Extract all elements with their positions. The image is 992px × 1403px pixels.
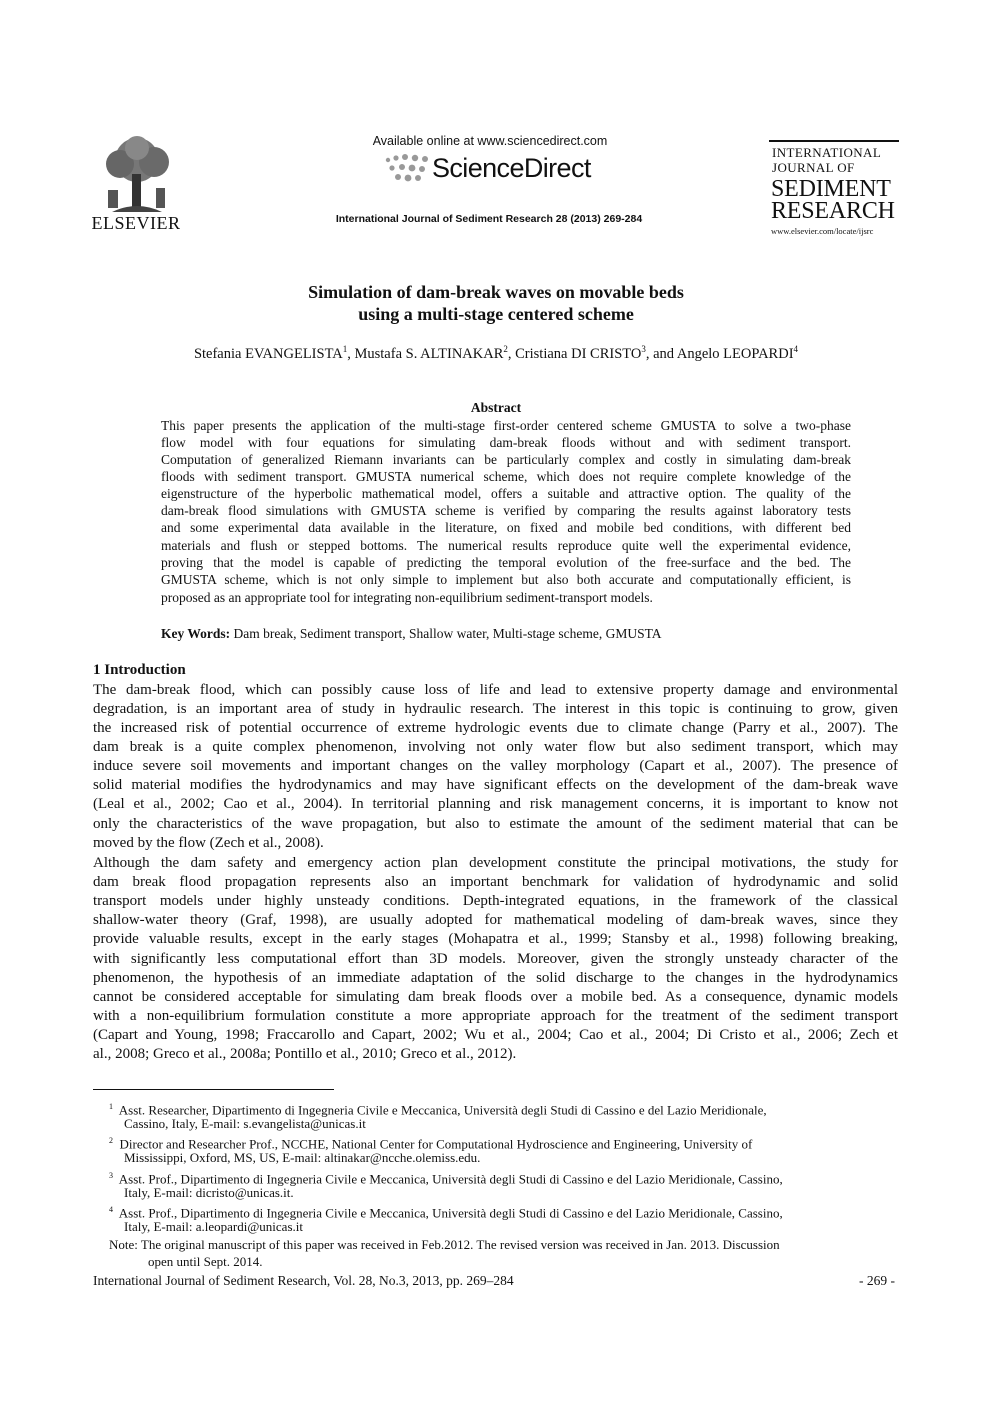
body-line: with significantly less computational effort than 3D models. Moreover, given the strongly unsteady character of the (93, 951, 898, 967)
author-name: Cristiana DI CRISTO (515, 345, 642, 362)
body-line: (Leal et al., 2002; Cao et al., 2004). In territorial planning and risk management concerns, it is important to know not (93, 796, 898, 812)
author-sep: , and (645, 345, 677, 362)
abstract-line: materials and flush or stepped bottoms. The numerical results reproduce quite well the experimental evidence, (161, 538, 851, 553)
footnote-text: Director and Researcher Prof., NCCHE, National Center for Computational Hydroscience and Engineering, University of (119, 1136, 753, 1152)
body-line: dam break flood propagation represents also an important benchmark for validation of hydrodynamic and solid (93, 874, 898, 890)
author-list (96, 344, 896, 363)
abstract-line: Computation of generalized Riemann invariants can be particularly complex and costly in simulating dam-break (161, 452, 851, 467)
footnote-mark: 2 (109, 1136, 113, 1145)
body-line: induce severe soil movements and important changes on the valley morphology (Capart et al., 2007). The presence of (93, 758, 898, 774)
body-line: the increased risk of potential occurrence of extreme hydrologic events due to climate change (Parry et al., 2007). The (93, 720, 898, 736)
body-line: provide valuable results, except in the early stages (Mohapatra et al., 1999; Stansby et al., 1998) following breaking, (93, 931, 898, 947)
body-line: transport models under highly unsteady conditions. Depth-integrated equations, in the framework of the classical (93, 893, 898, 909)
body-line: al., 2008; Greco et al., 2008a; Pontillo et al., 2010; Greco et al., 2012). (93, 1046, 517, 1062)
journal-logo-line3: SEDIMENT (771, 176, 891, 202)
section-heading: 1 Introduction (93, 662, 186, 678)
footnote-text: Asst. Researcher, Dipartimento di Ingegneria Civile e Meccanica, Università degli Studi di Cassino e del Lazio Meridionale, (118, 1102, 767, 1118)
manuscript-note: Note: The original manuscript of this paper was received in Feb.2012. The revised version was received in Jan. 2013. Discussion (109, 1237, 780, 1252)
footnote-cont: Italy, E-mail: dicristo@unicas.it. (124, 1185, 294, 1200)
journal-logo-line1: INTERNATIONAL (772, 145, 882, 160)
abstract-line: proving that the model is capable of predicting the temporal evolution of the free-surface and the bed. The (161, 555, 851, 570)
body-line: cannot be considered acceptable for simulating dam break floods over a mobile bed. As a consequence, dynamic models (93, 989, 898, 1005)
abstract-line: and some experimental data available in the literature, on fixed and mobile bed conditions, with different bed (161, 520, 851, 535)
body-line: solid material modifies the hydrodynamics and may have significant effects on the development of the dam-break wave (93, 777, 898, 793)
footer-citation: International Journal of Sediment Research, Vol. 28, No.3, 2013, pp. 269–284 (93, 1273, 514, 1288)
author-affil: 2 (503, 344, 508, 354)
page-number: - 269 - (859, 1273, 895, 1288)
abstract-line: dam-break flood simulations with GMUSTA scheme is verified by comparing the results against laboratory tests (161, 503, 851, 518)
journal-url: www.elsevier.com/locate/ijsrc (771, 226, 874, 236)
abstract-line: eigenstructure of the hyperbolic mathematical model, offers a suitable and attractive option. The quality of the (161, 486, 851, 501)
author-affil: 4 (793, 344, 799, 354)
footnote-mark: 1 (109, 1102, 113, 1111)
journal-logo-line4: RESEARCH (771, 198, 895, 224)
journal-logo-line2: JOURNAL OF (772, 160, 855, 175)
abstract-heading: Abstract (470, 400, 522, 415)
body-line: dam break is a quite complex phenomenon, involving not only water flow but also sediment transport, which may (93, 739, 898, 755)
keywords-list: Dam break, Sediment transport, Shallow water, Multi-stage scheme, GMUSTA (230, 626, 662, 641)
author-name: Angelo LEOPARDI (676, 345, 794, 362)
paper-title-line2: using a multi-stage centered scheme (358, 304, 634, 324)
keywords-label: Key Words: (161, 626, 231, 641)
body-line: The dam-break flood, which can possibly cause loss of life and lead to extensive property damage and environmental (93, 682, 898, 698)
sciencedirect-wordmark: ScienceDirect (432, 153, 591, 183)
body-line: with a non-equilibrium formulation constitute a more appropriate approach for the treatment of the sediment transport (93, 1008, 898, 1024)
publisher-name: ELSEVIER (91, 213, 181, 233)
footnote-text: Asst. Prof., Dipartimento di Ingegneria Civile e Meccanica, Università degli Studi di Cassino e del Lazio Meridionale, Cassino, (118, 1205, 783, 1221)
body-line: (Capart and Young, 1998; Fraccarollo and Capart, 2002; Wu et al., 2004; Cao et al., 2004; Di Cristo et al., 2006; Zech et (93, 1027, 898, 1043)
author-sep: , (347, 345, 355, 362)
manuscript-note-cont: open until Sept. 2014. (148, 1254, 263, 1269)
abstract-line: flow model with four equations for simulating dam-break floods without and with sediment transport. (161, 435, 851, 450)
keywords (161, 626, 662, 642)
body-line: Although the dam safety and emergency action plan development constitute the principal motivations, the study for (93, 855, 898, 871)
available-online-text: Available online at www.sciencedirect.com (372, 134, 608, 148)
author-name: Stefania EVANGELISTA (193, 345, 343, 362)
journal-reference: International Journal of Sediment Research 28 (2013) 269-284 (335, 213, 643, 225)
author-affil: 1 (342, 344, 348, 354)
footnote-mark: 4 (109, 1205, 113, 1214)
body-line: only the characteristics of the wave propagation, but also to estimate the amount of the sediment material that can be (93, 816, 898, 832)
footnote-cont: Italy, E-mail: a.leopardi@unicas.it (124, 1219, 303, 1234)
abstract-line: proposed as an appropriate tool for integrating non-equilibrium sediment-transport models. (161, 590, 653, 605)
author-affil: 3 (641, 344, 646, 354)
footnote-text: Asst. Prof., Dipartimento di Ingegneria Civile e Meccanica, Università degli Studi di Cassino e del Lazio Meridionale, Cassino, (118, 1171, 783, 1187)
author-name: Mustafa S. ALTINAKAR (354, 345, 504, 362)
footnote-cont: Mississippi, Oxford, MS, US, E-mail: altinakar@ncche.olemiss.edu. (124, 1150, 481, 1165)
abstract-line: floods with sediment transport. GMUSTA numerical scheme, which does not require complete knowledge of the (161, 469, 851, 484)
abstract-line: This paper presents the application of the multi-stage first-order centered scheme GMUSTA to solve a two-phase (161, 418, 851, 433)
body-line: shallow-water theory (Graf, 1998), are usually adopted for mathematical modeling of dam-break waves, since they (93, 912, 898, 928)
footnote-cont: Cassino, Italy, E-mail: s.evangelista@unicas.it (124, 1116, 366, 1131)
author-sep: , (507, 345, 516, 362)
abstract-line: GMUSTA scheme, which is not only simple to implement but also both accurate and computationally efficient, is (161, 572, 851, 587)
body-line: degradation, is an important area of study in hydraulic research. The interest in this topic is continuing to grow, given (93, 701, 898, 717)
footnote-mark: 3 (109, 1171, 113, 1180)
body-line: phenomenon, the hypothesis of an immediate adaptation of the solid discharge to the changes in the hydrodynamics (93, 970, 898, 986)
body-line: moved by the flow (Zech et al., 2008). (93, 835, 324, 851)
paper-title-line1: Simulation of dam-break waves on movable beds (308, 282, 684, 302)
footnote-divider (93, 1089, 334, 1090)
